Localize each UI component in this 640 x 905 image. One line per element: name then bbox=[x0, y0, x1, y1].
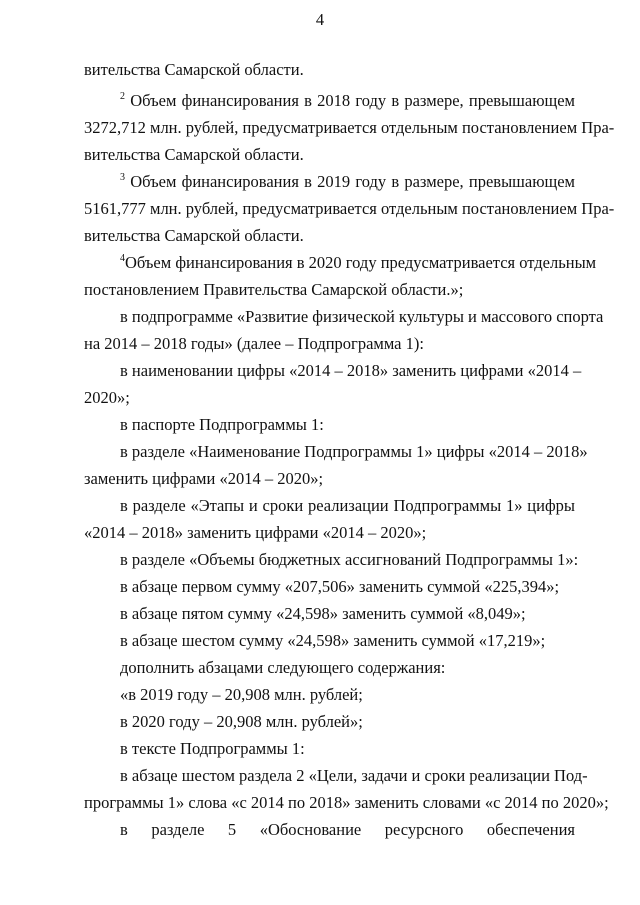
text-line: в паспорте Подпрограммы 1: bbox=[120, 415, 324, 434]
text-line: в подпрограмме «Развитие физической культуры и массового спорта bbox=[120, 307, 604, 326]
footnote-mark: 3 bbox=[120, 172, 125, 183]
text-line: вительства Самарской области. bbox=[84, 226, 304, 245]
text-line: программы 1» слова «с 2014 по 2018» заменить словами «с 2014 по 2020»; bbox=[84, 793, 609, 812]
page-number: 4 bbox=[315, 10, 325, 29]
text-line: в разделе «Наименование Подпрограммы 1» цифры «2014 – 2018» bbox=[120, 442, 588, 461]
text-line: «в 2019 году – 20,908 млн. рублей; bbox=[120, 685, 363, 704]
text-line: в тексте Подпрограммы 1: bbox=[120, 739, 305, 758]
footnote-mark: 4 bbox=[120, 253, 125, 264]
text-line: 5161,777 млн. рублей, предусматривается отдельным постановлением Пра- bbox=[84, 199, 615, 218]
text-line: в абзаце пятом сумму «24,598» заменить суммой «8,049»; bbox=[120, 604, 526, 623]
text-line: 3272,712 млн. рублей, предусматривается отдельным постановлением Пра- bbox=[84, 118, 615, 137]
text-line: в абзаце первом сумму «207,506» заменить суммой «225,394»; bbox=[120, 577, 560, 596]
text-line: в 2020 году – 20,908 млн. рублей»; bbox=[120, 712, 363, 731]
text-line: дополнить абзацами следующего содержания: bbox=[120, 658, 446, 677]
text-line: заменить цифрами «2014 – 2020»; bbox=[84, 469, 324, 488]
text-line: в разделе 5 «Обоснование ресурсного обеспечения bbox=[120, 820, 575, 839]
text-line: 2020»; bbox=[84, 388, 130, 407]
text-line: в абзаце шестом раздела 2 «Цели, задачи и сроки реализации Под- bbox=[120, 766, 588, 785]
footnote-4-line: $^4$Объем финансирования в 2020 году предусматривается отдельным bbox=[120, 253, 597, 272]
text-line: на 2014 – 2018 годы» (далее – Подпрограмма 1): bbox=[84, 334, 424, 353]
text-line: «2014 – 2018» заменить цифрами «2014 – 2020»; bbox=[84, 523, 427, 542]
footnote-2-line: $^2$ Объем финансирования в 2018 году в размере, превышающем bbox=[120, 91, 575, 110]
text-line: в наименовании цифры «2014 – 2018» заменить цифрами «2014 – bbox=[120, 361, 582, 380]
text-line: в разделе «Объемы бюджетных ассигнований Подпрограммы 1»: bbox=[120, 550, 579, 569]
text-line: постановлением Правительства Самарской области.»; bbox=[84, 280, 464, 299]
text-line: в абзаце шестом сумму «24,598» заменить суммой «17,219»; bbox=[120, 631, 546, 650]
text-line: вительства Самарской области. bbox=[84, 145, 304, 164]
text-line: вительства Самарской области. bbox=[84, 60, 304, 79]
footnote-mark: 2 bbox=[120, 91, 125, 102]
footnote-3-line: $^3$ Объем финансирования в 2019 году в размере, превышающем bbox=[120, 172, 575, 191]
text-line: в разделе «Этапы и сроки реализации Подпрограммы 1» цифры bbox=[120, 496, 575, 515]
